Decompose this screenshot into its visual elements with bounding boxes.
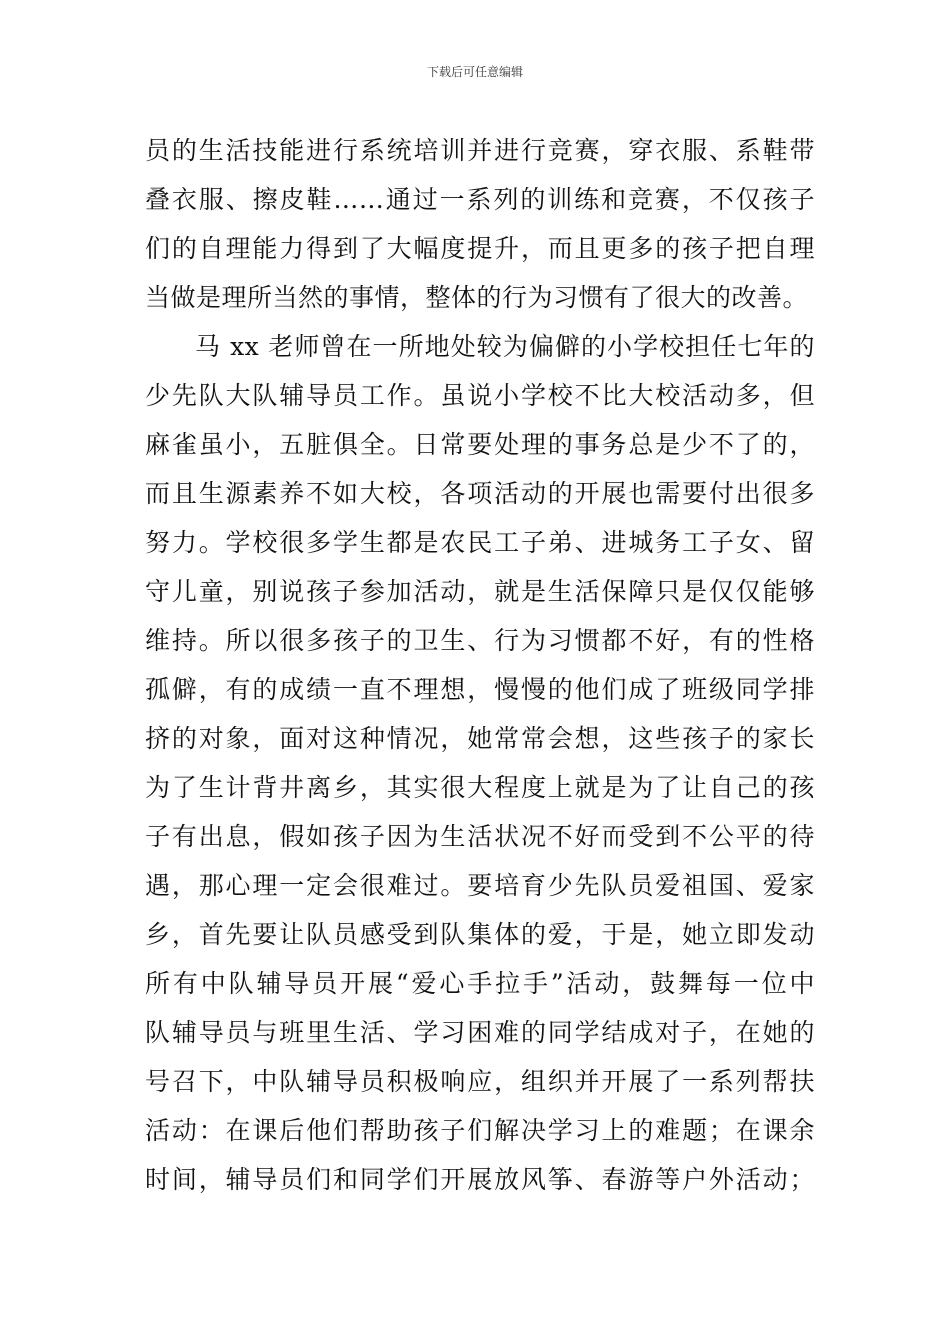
text-line: 叠衣服、擦皮鞋……通过一系列的训练和竞赛，不仅孩子	[145, 185, 815, 214]
text-line: 乡，首先要让队员感受到队集体的爱，于是，她立即发动	[145, 920, 815, 949]
text-line: 维持。所以很多孩子的卫生、行为习惯都不好，有的性格	[145, 626, 815, 655]
text-line: 马 xx 老师曾在一所地处较为偏僻的小学校担任七年的	[195, 332, 815, 361]
text-line: 时间，辅导员们和同学们开展放风筝、春游等户外活动；	[145, 1165, 815, 1194]
text-line: 努力。学校很多学生都是农民工子弟、进城务工子女、留	[145, 528, 815, 557]
text-line: 们的自理能力得到了大幅度提升，而且更多的孩子把自理	[145, 234, 815, 263]
page-header: 下载后可任意编辑	[426, 65, 523, 79]
document-body	[145, 126, 815, 1204]
text-line: 孤僻，有的成绩一直不理想，慢慢的他们成了班级同学排	[145, 675, 815, 704]
text-line: 队辅导员与班里生活、学习困难的同学结成对子，在她的	[145, 1018, 815, 1047]
text-line: 当做是理所当然的事情，整体的行为习惯有了很大的改善。	[145, 283, 809, 312]
text-line: 所有中队辅导员开展“爱心手拉手”活动，鼓舞每一位中	[145, 969, 815, 998]
text-line: 遇，那心理一定会很难过。要培育少先队员爱祖国、爱家	[145, 871, 815, 900]
text-line: 活动：在课后他们帮助孩子们解决学习上的难题；在课余	[145, 1116, 815, 1145]
text-line: 员的生活技能进行系统培训并进行竞赛，穿衣服、系鞋带	[145, 136, 815, 165]
text-line: 子有出息，假如孩子因为生活状况不好而受到不公平的待	[145, 822, 815, 851]
text-line: 麻雀虽小，五脏俱全。日常要处理的事务总是少不了的，	[145, 430, 815, 459]
text-line: 少先队大队辅导员工作。虽说小学校不比大校活动多，但	[145, 381, 815, 410]
text-line: 而且生源素养不如大校，各项活动的开展也需要付出很多	[145, 479, 815, 508]
text-line: 挤的对象，面对这种情况，她常常会想，这些孩子的家长	[145, 724, 815, 753]
text-line: 为了生计背井离乡，其实很大程度上就是为了让自己的孩	[145, 773, 815, 802]
text-line: 守儿童，别说孩子参加活动，就是生活保障只是仅仅能够	[145, 577, 815, 606]
text-line: 号召下，中队辅导员积极响应，组织并开展了一系列帮扶	[145, 1067, 815, 1096]
